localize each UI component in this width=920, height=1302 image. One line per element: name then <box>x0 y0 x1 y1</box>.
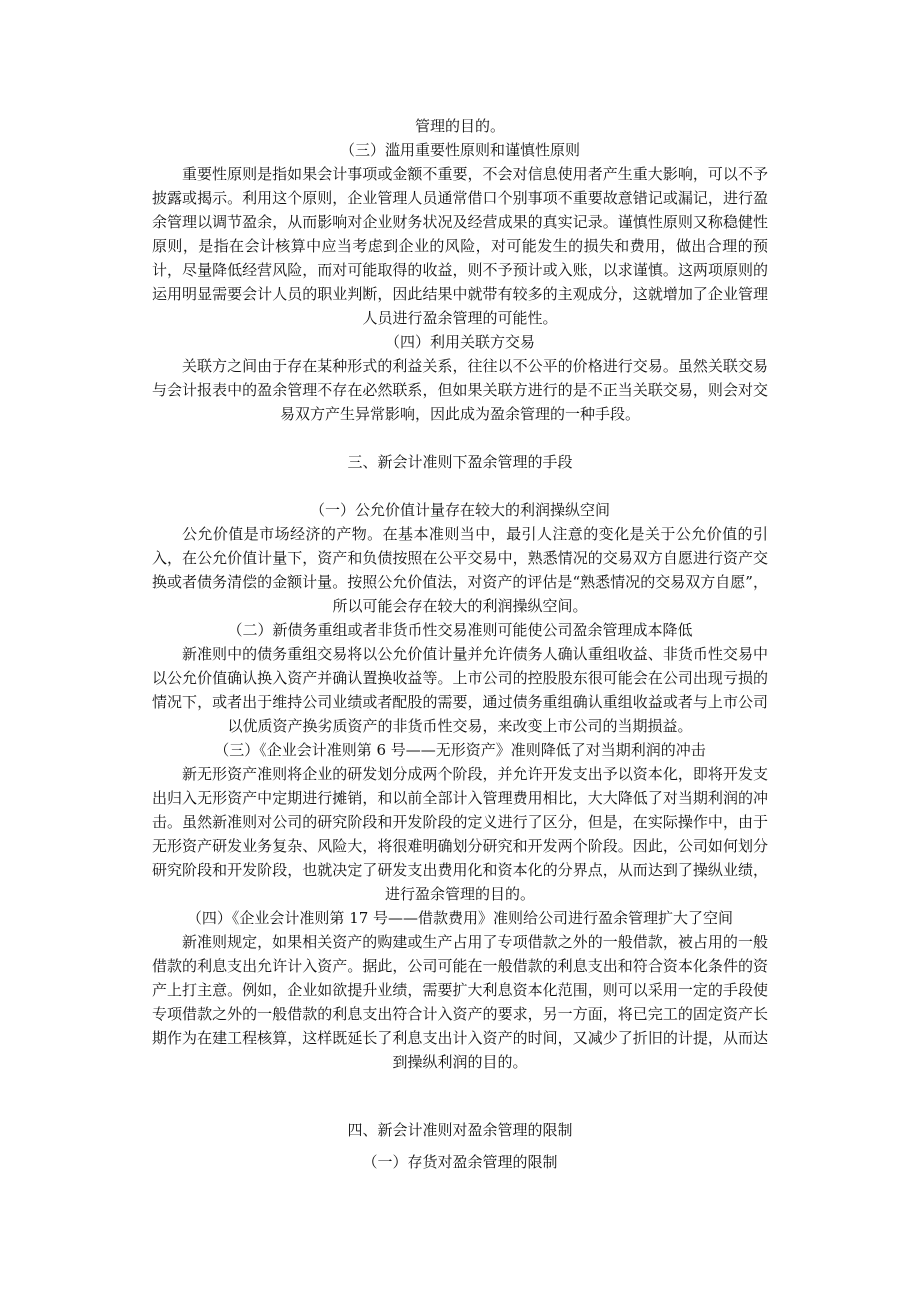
subsection-title-related-party: （四）利用关联方交易 <box>384 333 535 351</box>
paragraph-borrowing-costs: 新准则规定，如果相关资产的购建或生产占用了专项借款之外的一般借款，被占用的一般借款的利息支出允许计入资产。据此，公司可能在一般借款的利息支出和符合资本化条件的资产上打主意。例如，企业如欲提升业绩，需要扩大利息资本化范围，则可以采用一定的手段使专项借款之外的一般借款的利息支出符合计入资产的要求，另一方面，将已完工的固定资产长期作为在建工程核算，这样既延长了利息支出计入资产的时间，又减少了折旧的计提，从而达到操纵利润的目的。 <box>152 933 768 1071</box>
paragraph-related-party: 关联方之间由于存在某种形式的利益关系，往往以不公平的价格进行交易。虽然关联交易与会计报表中的盈余管理不存在必然联系，但如果关联方进行的是不正当关联交易，则会对交易双方产生异常影响，因此成为盈余管理的一种手段。 <box>152 357 768 423</box>
subsection-title-intangible-assets: （三）《企业会计准则第 6 号——无形资产》准则降低了对当期利润的冲击 <box>214 741 706 759</box>
subsection-title-borrowing-costs: （四）《企业会计准则第 17 号——借款费用》准则给公司进行盈余管理扩大了空间 <box>186 909 734 927</box>
paragraph-intangible-assets: 新无形资产准则将企业的研发划分成两个阶段，并允许开发支出予以资本化，即将开发支出归入无形资产中定期进行摊销，和以前全部计入管理费用相比，大大降低了对当期利润的冲击。虽然新准则对公司的研究阶段和开发阶段的定义进行了区分，但是，在实际操作中，由于无形资产研发业务复杂、风险大，将很难明确划分研究和开发两个阶段。因此，公司如何划分研究阶段和开发阶段，也就决定了研发支出费用化和资本化的分界点，从而达到了操纵业绩，进行盈余管理的目的。 <box>152 765 768 903</box>
subsection-title-fair-value: （一）公允价值计量存在较大的利润操纵空间 <box>309 501 610 519</box>
paragraph-debt-restructuring: 新准则中的债务重组交易将以公允价值计量并允许债务人确认重组收益、非货币性交易中以公允价值确认换入资产并确认置换收益等。上市公司的控股股东很可能会在公司出现亏损的情况下，或者出于维持公司业绩或者配股的需要，通过债务重组确认重组收益或者与上市公司以优质资产换劣质资产的非货币性交易，来改变上市公司的当期损益。 <box>152 645 768 735</box>
subsection-title-inventory: （一）存货对盈余管理的限制 <box>362 1153 558 1171</box>
subsection-title-debt-restructuring: （二）新债务重组或者非货币性交易准则可能使公司盈余管理成本降低 <box>227 621 693 639</box>
section-title-means: 三、新会计准则下盈余管理的手段 <box>347 453 573 471</box>
section-title-restrictions: 四、新会计准则对盈余管理的限制 <box>347 1121 573 1139</box>
paragraph-materiality-prudence: 重要性原则是指如果会计事项或金额不重要，不会对信息使用者产生重大影响，可以不予披露或揭示。利用这个原则，企业管理人员通常借口个别事项不重要故意错记或漏记，进行盈余管理以调节盈余，从而影响对企业财务状况及经营成果的真实记录。谨慎性原则又称稳健性原则，是指在会计核算中应当考虑到企业的风险，对可能发生的损失和费用，做出合理的预计，尽量降低经营风险，而对可能取得的收益，则不予预计或入账，以求谨慎。这两项原则的运用明显需要会计人员的职业判断，因此结果中就带有较多的主观成分，这就增加了企业管理人员进行盈余管理的可能性。 <box>152 165 768 327</box>
continuation-line: 管理的目的。 <box>414 117 505 135</box>
subsection-title-abuse-principles: （三）滥用重要性原则和谨慎性原则 <box>339 141 580 159</box>
paragraph-fair-value: 公允价值是市场经济的产物。在基本准则当中，最引人注意的变化是关于公允价值的引入，在公允价值计量下，资产和负债按照在公平交易中，熟悉情况的交易双方自愿进行资产交换或者债务清偿的金额计量。按照公允价值法，对资产的评估是“熟悉情况的交易双方自愿”，所以可能会存在较大的利润操纵空间。 <box>152 525 768 615</box>
